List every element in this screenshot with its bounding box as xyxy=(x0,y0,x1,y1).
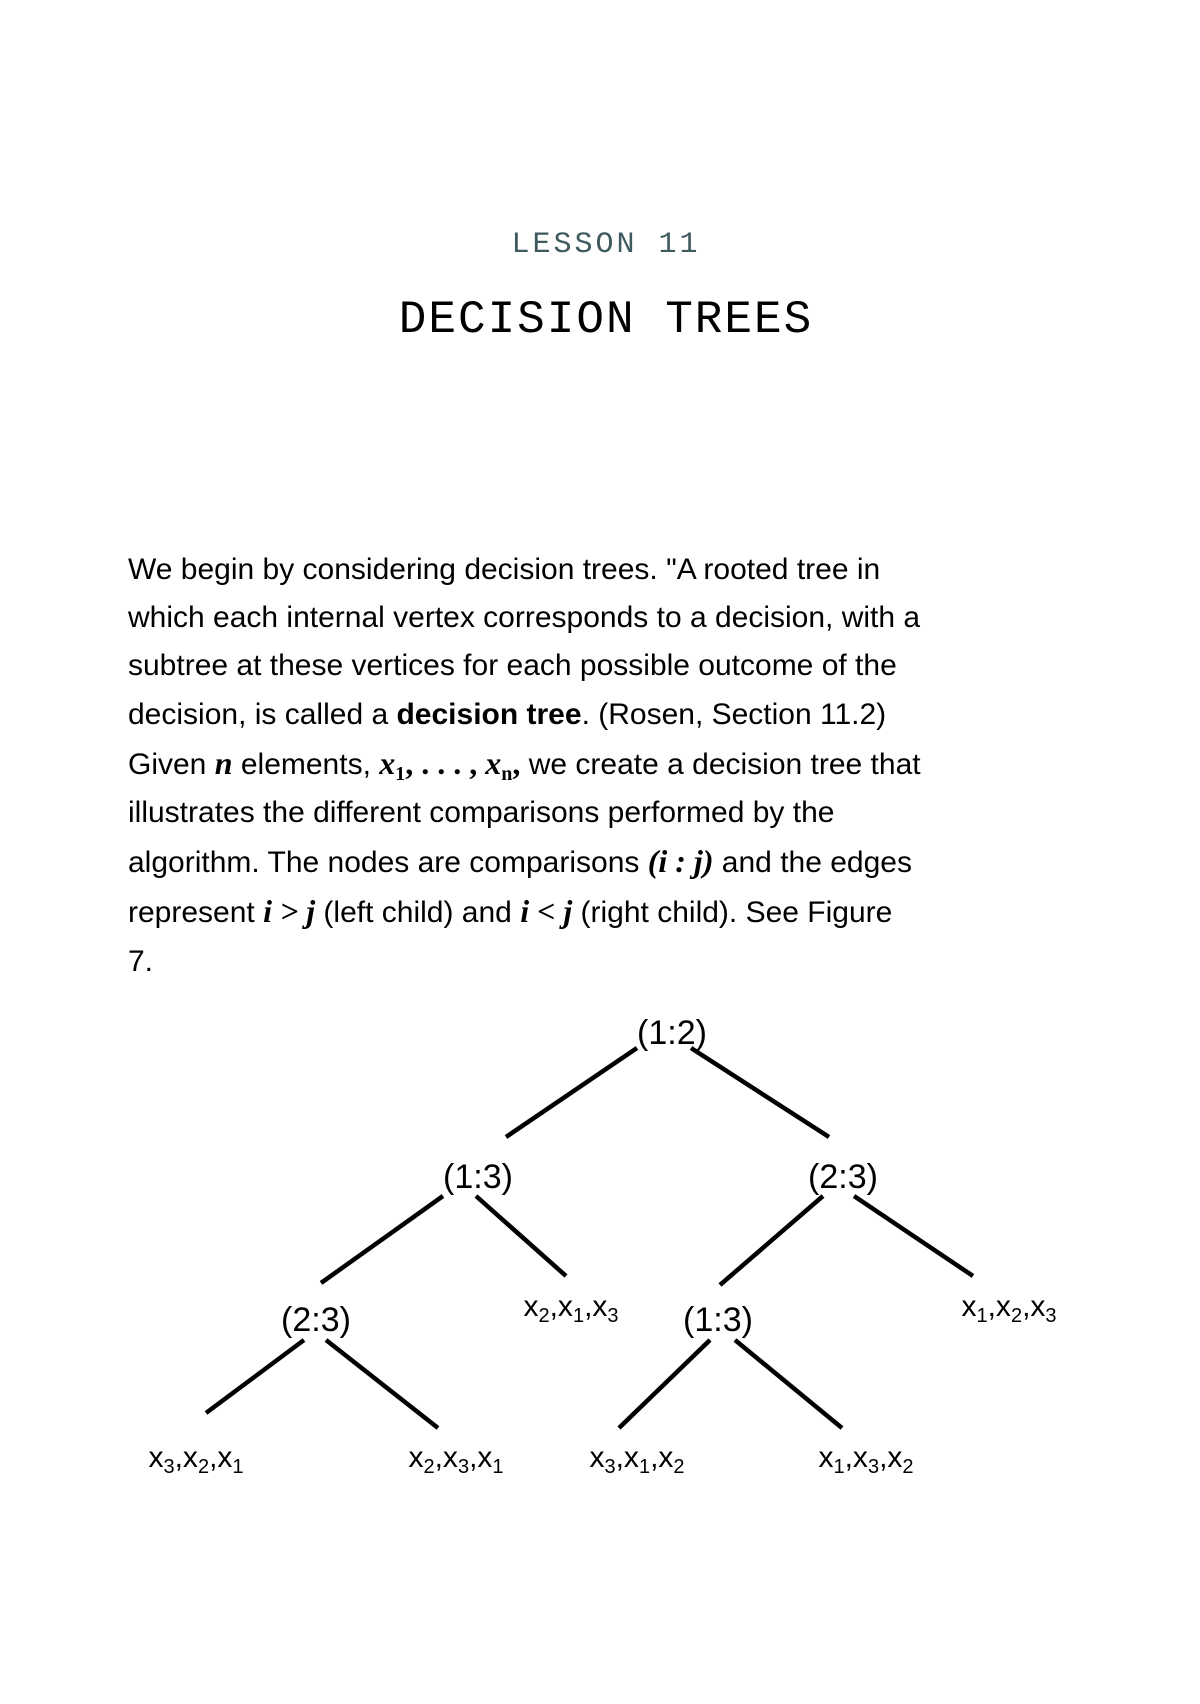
math-comparison: (i : j) xyxy=(647,843,714,880)
leaf-var: ,x xyxy=(434,1441,458,1474)
leaf-var: ,x xyxy=(615,1441,639,1474)
math-dots: , . . . , xyxy=(405,744,486,781)
text-line xyxy=(128,789,1088,837)
decision-tree-figure xyxy=(0,1000,1200,1520)
tree-edge xyxy=(321,1196,443,1283)
text-run: and the edges xyxy=(713,846,912,880)
tree-edge xyxy=(476,1196,566,1276)
tree-leaf xyxy=(523,1290,618,1327)
leaf-var: x xyxy=(523,1290,539,1323)
leaf-subscript: 3 xyxy=(1045,1305,1057,1327)
leaf-var: ,x xyxy=(209,1441,233,1474)
tree-edge xyxy=(326,1340,438,1428)
leaf-subscript: 1 xyxy=(833,1456,845,1478)
math-x1 xyxy=(379,744,406,785)
tree-node-left-left: (2:3) xyxy=(281,1301,351,1339)
text-line xyxy=(128,546,1088,594)
tree-leaf xyxy=(148,1441,243,1478)
math-xn xyxy=(485,744,513,785)
math-subscript: n xyxy=(501,762,513,785)
text-run: decision, is called a xyxy=(128,697,397,731)
leaf-subscript: 3 xyxy=(604,1456,616,1478)
tree-node-left: (1:3) xyxy=(443,1158,513,1196)
tree-edge xyxy=(854,1196,973,1276)
math-greater: i > j xyxy=(263,893,316,930)
text-run: subtree at these vertices for each possible outcome of the xyxy=(128,649,897,683)
text-line xyxy=(128,938,1088,986)
leaf-subscript: 2 xyxy=(1010,1305,1023,1327)
leaf-var: ,x xyxy=(844,1441,868,1474)
leaf-subscript: 1 xyxy=(976,1305,988,1327)
page-title: DECISION TREES xyxy=(398,294,814,346)
text-run: which each internal vertex corresponds to a decision, with a xyxy=(128,601,921,635)
lesson-label: LESSON 11 xyxy=(511,228,701,262)
math-var: x xyxy=(485,744,502,781)
tree-edge xyxy=(720,1196,823,1285)
leaf-subscript: 2 xyxy=(673,1456,685,1478)
text-run: illustrates the different comparisons performed by the xyxy=(128,796,835,830)
math-var: x xyxy=(379,744,396,781)
leaf-var: x xyxy=(961,1290,977,1323)
leaf-var: ,x xyxy=(469,1441,493,1474)
leaf-subscript: 1 xyxy=(572,1305,585,1327)
text-run: Given xyxy=(128,747,215,781)
math-n: n xyxy=(214,744,233,781)
tree-node-right: (2:3) xyxy=(808,1158,878,1196)
leaf-subscript: 2 xyxy=(902,1456,914,1478)
leaf-subscript: 2 xyxy=(538,1305,550,1327)
text-run: algorithm. The nodes are comparisons xyxy=(128,846,648,880)
text-line xyxy=(128,739,1088,789)
leaf-var: x xyxy=(818,1441,834,1474)
tree-leaf xyxy=(818,1441,913,1478)
tree-leaf xyxy=(961,1290,1056,1327)
leaf-subscript: 2 xyxy=(197,1456,210,1478)
text-run: (left child) and xyxy=(315,896,521,930)
leaf-subscript: 3 xyxy=(457,1456,470,1478)
text-line xyxy=(128,642,1088,690)
text-run: . (Rosen, Section 11.2) xyxy=(581,697,887,731)
text-run: we create a decision tree that xyxy=(520,747,921,781)
body-paragraph xyxy=(128,546,1088,986)
leaf-var: ,x xyxy=(987,1290,1011,1323)
text-run: elements, xyxy=(232,747,380,781)
math-subscript: 1 xyxy=(395,762,406,785)
leaf-subscript: 1 xyxy=(232,1456,244,1478)
tree-leaf xyxy=(408,1441,503,1478)
leaf-subscript: 3 xyxy=(867,1456,880,1478)
text-run: represent xyxy=(128,896,264,930)
tree-node-right-left: (1:3) xyxy=(683,1301,753,1339)
tree-edge xyxy=(506,1048,637,1137)
leaf-var: x xyxy=(148,1441,164,1474)
term-decision-tree: decision tree xyxy=(396,697,582,731)
leaf-subscript: 3 xyxy=(163,1456,175,1478)
leaf-var: x xyxy=(589,1441,605,1474)
leaf-var: ,x xyxy=(549,1290,573,1323)
tree-node-root: (1:2) xyxy=(637,1014,707,1052)
text-line xyxy=(128,594,1088,642)
tree-edge xyxy=(619,1340,710,1428)
tree-edge xyxy=(206,1340,304,1413)
leaf-var: ,x xyxy=(1022,1290,1046,1323)
leaf-var: x xyxy=(408,1441,424,1474)
leaf-subscript: 1 xyxy=(638,1456,651,1478)
text-line xyxy=(128,837,1088,887)
text-run: (right child). See Figure xyxy=(572,896,893,930)
leaf-var: ,x xyxy=(174,1441,198,1474)
math-less: i < j xyxy=(520,893,573,930)
leaf-var: ,x xyxy=(879,1441,903,1474)
leaf-var: ,x xyxy=(584,1290,608,1323)
math-comma: , xyxy=(512,744,521,781)
leaf-subscript: 1 xyxy=(492,1456,504,1478)
text-line xyxy=(128,887,1088,937)
text-line xyxy=(128,691,1088,739)
leaf-subscript: 2 xyxy=(423,1456,435,1478)
text-run: 7. xyxy=(128,944,154,978)
tree-edge xyxy=(735,1340,842,1428)
tree-edge xyxy=(691,1048,829,1137)
text-run: We begin by considering decision trees. "A rooted tree in xyxy=(128,553,881,586)
tree-leaf xyxy=(589,1441,684,1478)
leaf-subscript: 3 xyxy=(607,1305,619,1327)
leaf-var: ,x xyxy=(650,1441,674,1474)
